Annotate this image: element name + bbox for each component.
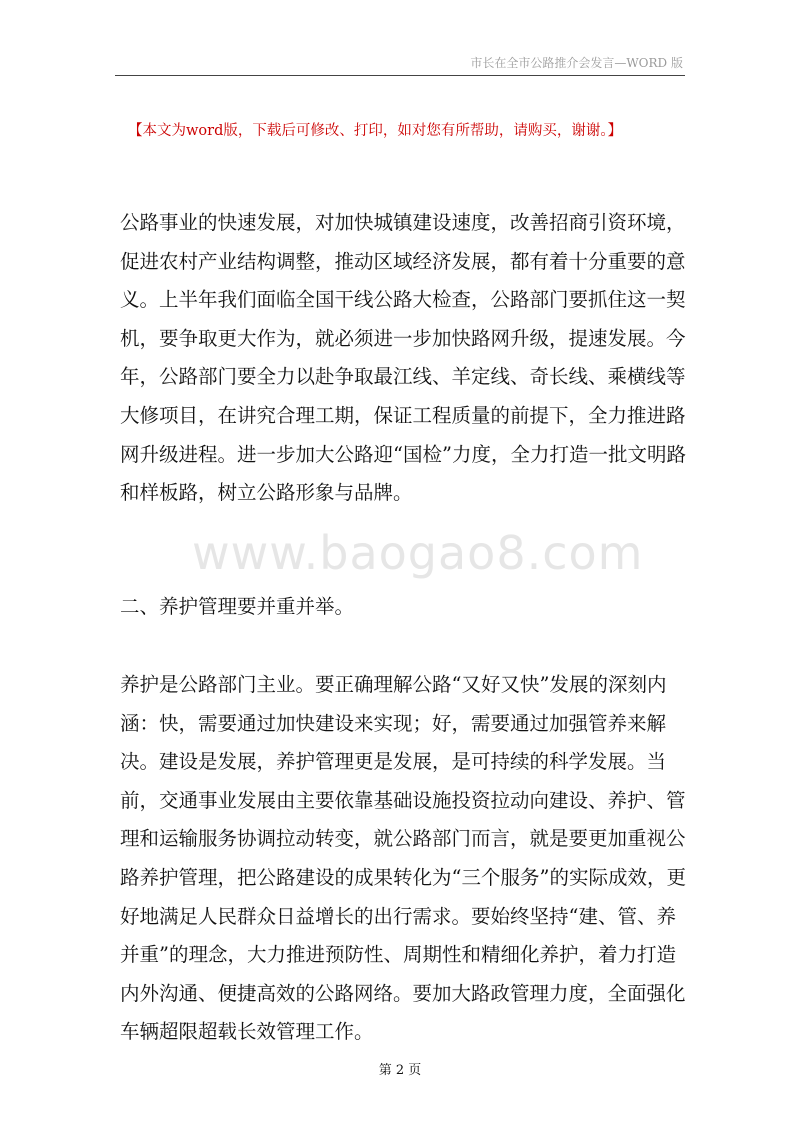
purchase-notice: 【本文为word版，下载后可修改、打印，如对您有所帮助，请购买，谢谢。】 [128,123,623,139]
body-paragraph-2: 养护是公路部门主业。要正确理解公路“又好又快”发展的深刻内涵：快，需要通过加快建设来实现；好，需要通过加强管养来解决。建设是发展，养护管理更是发展，是可持续的科学发展。当前，交通事业发展由主要依靠基础设施投资拉动向建设、养护、管理和运输服务协调拉动转变，就公路部门而言，就是要更加重视公路养护管理，把公路建设的成果转化为“三个服务”的实际成效，更好地满足人民群众日益增长的出行需求。要始终坚持“建、管、养并重”的理念，大力推进预防性、周期性和精细化养护，着力打造内外沟通、便捷高效的公路网络。要加大路政管理力度，全面强化车辆超限超载长效管理工作。 [120,673,686,1044]
section-heading-2: 二、养护管理要并重并举。 [120,595,355,618]
body-paragraph-1: 公路事业的快速发展，对加快城镇建设速度，改善招商引资环境，促进农村产业结构调整，推动区域经济发展，都有着十分重要的意义。上半年我们面临全国干线公路大检查，公路部门要抓住这一契机，要争取更大作为，就必须进一步加快路网升级，提速发展。今年，公路部门要全力以赴争取最江线、羊定线、奇长线、乘横线等大修项目，在讲究合理工期，保证工程质量的前提下，全力推进路网升级进程。进一步加大公路迎“国检”力度，全力打造一批文明路和样板路，树立公路形象与品牌。 [120,211,686,505]
document-header-title: 市长在全市公路推介会发言—WORD 版 [470,56,683,70]
watermark: www.baogao8.com [192,526,644,580]
page-number: 第 2 页 [378,1063,422,1078]
header-divider [115,75,685,76]
